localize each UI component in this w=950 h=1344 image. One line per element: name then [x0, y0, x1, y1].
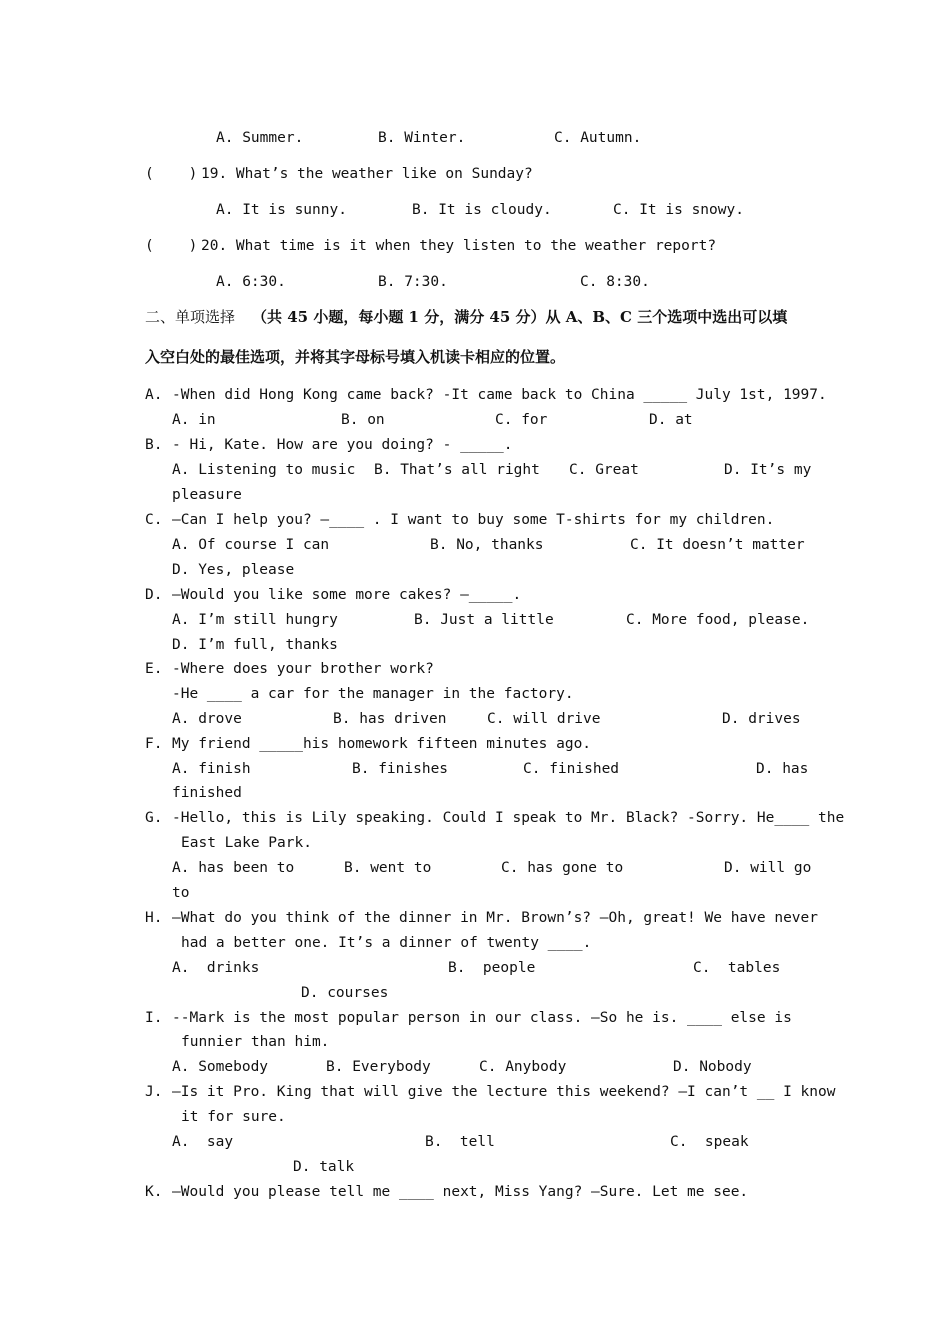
item-e-stem-1: -Where does your brother work? [172, 661, 434, 677]
item-g-option-d-wrap: to [172, 885, 190, 901]
item-j-stem-2: it for sure. [181, 1109, 286, 1125]
q20-option-b: B. 7:30. [378, 274, 448, 290]
section-instructions-2: 入空白处的最佳选项，并将其字母标号填入机读卡相应的位置。 [145, 348, 566, 366]
item-d-stem: —Would you like some more cakes? —_____. [172, 587, 522, 603]
item-h-option-d: D. courses [301, 985, 389, 1001]
q19-option-a: A. It is sunny. [216, 202, 347, 218]
q18-option-b: B. Winter. [378, 130, 466, 146]
item-g-option-c: C. has gone to [501, 860, 624, 876]
q19-answer-blank: ( ) [145, 166, 198, 182]
item-j-label: J. [145, 1084, 163, 1100]
q20-stem: 20. What time is it when they listen to the weather report? [201, 238, 717, 254]
item-b-label: B. [145, 437, 163, 453]
item-b-option-a: A. Listening to music [172, 462, 356, 478]
item-a-option-c: C. for [495, 412, 548, 428]
item-a-option-b: B. on [341, 412, 385, 428]
item-j-option-c: C. speak [670, 1134, 749, 1150]
item-f-option-a: A. finish [172, 761, 251, 777]
item-d-option-d: D. I’m full, thanks [172, 637, 338, 653]
item-k-label: K. [145, 1184, 163, 1200]
item-f-option-d-wrap: finished [172, 785, 242, 801]
item-a-stem: -When did Hong Kong came back? -It came back to China _____ July 1st, 1997. [172, 387, 827, 403]
item-b-option-b: B. That’s all right [374, 462, 540, 478]
item-e-option-c: C. will drive [487, 711, 601, 727]
item-e-option-d: D. drives [722, 711, 801, 727]
item-j-option-d: D. talk [293, 1159, 355, 1175]
item-a-label: A. [145, 387, 163, 403]
item-d-label: D. [145, 587, 163, 603]
item-c-option-c: C. It doesn’t matter [630, 537, 805, 553]
item-c-stem: —Can I help you? —____ . I want to buy some T-shirts for my children. [172, 512, 775, 528]
item-e-option-a: A. drove [172, 711, 242, 727]
item-b-option-c: C. Great [569, 462, 639, 478]
item-a-option-a: A. in [172, 412, 216, 428]
item-c-option-d: D. Yes, please [172, 562, 295, 578]
q20-option-c: C. 8:30. [580, 274, 650, 290]
q20-option-a: A. 6:30. [216, 274, 286, 290]
item-i-option-a: A. Somebody [172, 1059, 269, 1075]
section-title: 二、单项选择 [145, 308, 236, 326]
item-j-option-a: A. say [172, 1134, 234, 1150]
item-d-option-b: B. Just a little [414, 612, 554, 628]
item-c-option-b: B. No, thanks [430, 537, 544, 553]
item-a-option-d: D. at [649, 412, 693, 428]
item-g-label: G. [145, 810, 163, 826]
item-h-label: H. [145, 910, 163, 926]
item-h-option-a: A. drinks [172, 960, 260, 976]
item-d-option-c: C. More food, please. [626, 612, 810, 628]
item-g-option-a: A. has been to [172, 860, 295, 876]
item-b-option-d-wrap: pleasure [172, 487, 242, 503]
item-e-label: E. [145, 661, 163, 677]
item-h-option-b: B. people [448, 960, 536, 976]
q19-option-b: B. It is cloudy. [412, 202, 552, 218]
item-h-stem-2: had a better one. It’s a dinner of twenty ____. [181, 935, 592, 951]
item-i-stem-1: --Mark is the most popular person in our class. –So he is. ____ else is [172, 1010, 792, 1026]
q18-option-a: A. Summer. [216, 130, 304, 146]
item-f-option-d: D. has [756, 761, 809, 777]
item-b-option-d: D. It’s my [724, 462, 812, 478]
item-i-option-b: B. Everybody [326, 1059, 431, 1075]
q18-option-c: C. Autumn. [554, 130, 642, 146]
item-j-stem-1: —Is it Pro. King that will give the lecture this weekend? —I can’t __ I know [172, 1084, 836, 1100]
item-g-stem-1: -Hello, this is Lily speaking. Could I speak to Mr. Black? -Sorry. He____ the [172, 810, 845, 826]
item-c-option-a: A. Of course I can [172, 537, 330, 553]
item-g-option-d: D. will go [724, 860, 812, 876]
q19-stem: 19. What’s the weather like on Sunday? [201, 166, 533, 182]
item-g-stem-2: East Lake Park. [181, 835, 312, 851]
item-f-label: F. [145, 736, 163, 752]
item-i-option-c: C. Anybody [479, 1059, 567, 1075]
item-c-label: C. [145, 512, 163, 528]
item-e-stem-2: -He ____ a car for the manager in the factory. [172, 686, 574, 702]
item-e-option-b: B. has driven [333, 711, 447, 727]
section-instructions-1: （共 45 小题，每小题 1 分，满分 45 分）从 A、B、C 三个选项中选出可以填 [252, 308, 788, 326]
item-f-stem: My friend _____his homework fifteen minutes ago. [172, 736, 592, 752]
item-j-option-b: B. tell [425, 1134, 495, 1150]
item-h-option-c: C. tables [693, 960, 781, 976]
item-d-option-a: A. I’m still hungry [172, 612, 338, 628]
item-i-label: I. [145, 1010, 163, 1026]
item-i-option-d: D. Nobody [673, 1059, 752, 1075]
item-h-stem-1: —What do you think of the dinner in Mr. Brown’s? —Oh, great! We have never [172, 910, 819, 926]
item-b-stem: - Hi, Kate. How are you doing? - _____. [172, 437, 513, 453]
q20-answer-blank: ( ) [145, 238, 198, 254]
item-k-stem: —Would you please tell me ____ next, Miss Yang? —Sure. Let me see. [172, 1184, 749, 1200]
item-f-option-b: B. finishes [352, 761, 449, 777]
item-f-option-c: C. finished [523, 761, 620, 777]
q19-option-c: C. It is snowy. [613, 202, 744, 218]
item-i-stem-2: funnier than him. [181, 1034, 330, 1050]
item-g-option-b: B. went to [344, 860, 432, 876]
